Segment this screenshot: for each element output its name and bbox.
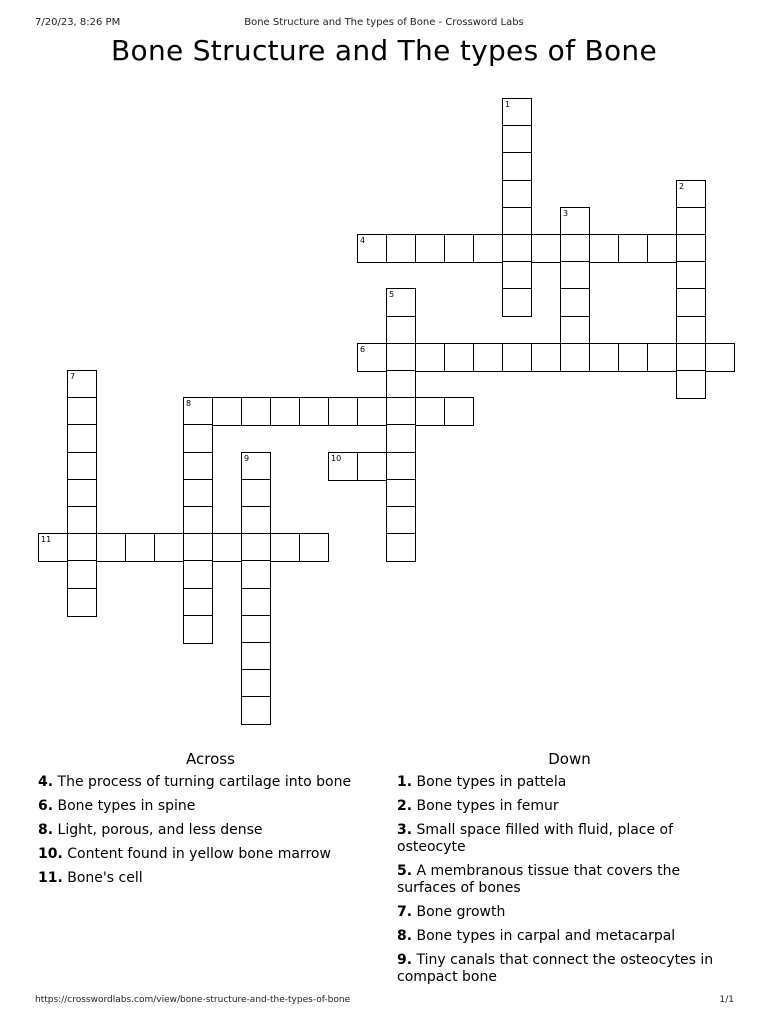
grid-cell[interactable] — [183, 560, 213, 589]
clue-text: Bone types in spine — [57, 798, 196, 814]
grid-cell[interactable] — [183, 533, 213, 562]
clue-number: 5. — [397, 863, 413, 879]
print-page-title: Bone Structure and The types of Bone - Crossword Labs — [244, 17, 524, 28]
grid-cell[interactable] — [560, 234, 590, 263]
grid-cell[interactable] — [502, 180, 532, 209]
clue-number-label: 6 — [360, 344, 366, 354]
grid-cell[interactable] — [560, 343, 590, 372]
grid-cell[interactable] — [67, 479, 97, 508]
grid-cell[interactable] — [270, 533, 300, 562]
grid-cell[interactable] — [357, 452, 387, 481]
grid-cell[interactable] — [328, 452, 358, 481]
grid-cell[interactable] — [618, 234, 648, 263]
clue-number-label: 4 — [360, 236, 366, 245]
grid-cell[interactable] — [299, 397, 329, 426]
clue-number: 9. — [397, 952, 413, 968]
grid-cell[interactable] — [183, 397, 213, 426]
grid-cell[interactable] — [386, 397, 416, 426]
grid-cell[interactable] — [183, 588, 213, 617]
grid-cell[interactable] — [560, 261, 590, 290]
clue-text: Bone types in pattela — [416, 774, 567, 790]
grid-cell[interactable] — [618, 343, 648, 372]
down-clue — [397, 774, 742, 791]
grid-cell[interactable] — [560, 288, 590, 317]
grid-cell[interactable] — [183, 479, 213, 508]
clue-number-label: 11 — [41, 535, 52, 545]
grid-cell[interactable] — [473, 234, 503, 263]
grid-cell[interactable] — [241, 452, 271, 481]
grid-cell[interactable] — [502, 234, 532, 263]
grid-cell[interactable] — [647, 234, 677, 263]
grid-cell[interactable] — [241, 506, 271, 535]
grid-cell[interactable] — [473, 343, 503, 372]
grid-cell[interactable] — [212, 533, 242, 562]
down-clue — [397, 798, 742, 815]
grid-cell[interactable] — [676, 234, 706, 263]
grid-cell[interactable] — [676, 316, 706, 345]
clue-number-label: 9 — [244, 453, 250, 463]
grid-cell[interactable] — [386, 370, 416, 399]
print-page-number: 1/1 — [719, 995, 734, 1005]
clue-text: Bone types in carpal and metacarpal — [416, 928, 676, 944]
grid-cell[interactable] — [241, 696, 271, 725]
grid-cell[interactable] — [241, 397, 271, 426]
grid-cell[interactable] — [96, 533, 126, 562]
grid-cell[interactable] — [357, 234, 387, 263]
grid-cell[interactable] — [647, 343, 677, 372]
grid-cell[interactable] — [444, 234, 474, 263]
grid-cell[interactable] — [676, 288, 706, 317]
down-clue — [397, 904, 742, 921]
grid-cell[interactable] — [67, 533, 97, 562]
grid-cell[interactable] — [386, 424, 416, 453]
grid-cell[interactable] — [502, 207, 532, 236]
clue-text: A membranous tissue that covers the surfaces of bones — [397, 863, 681, 896]
grid-cell[interactable] — [357, 343, 387, 372]
grid-cell[interactable] — [357, 397, 387, 426]
down-clue — [397, 863, 742, 897]
down-clues — [397, 750, 742, 993]
grid-cell[interactable] — [415, 234, 445, 263]
grid-cell[interactable] — [67, 588, 97, 617]
clue-number: 7. — [397, 904, 413, 920]
across-heading: Across — [186, 750, 235, 768]
grid-cell[interactable] — [386, 316, 416, 345]
across-clues — [38, 750, 383, 894]
puzzle-title: Bone Structure and The types of Bone — [111, 34, 657, 67]
clue-number: 4. — [38, 774, 54, 790]
clue-number-label: 10 — [331, 453, 342, 463]
clue-number: 1. — [397, 774, 413, 790]
clue-number: 3. — [397, 822, 413, 838]
grid-cell[interactable] — [183, 452, 213, 481]
down-heading: Down — [548, 750, 591, 768]
grid-cell[interactable] — [241, 615, 271, 644]
grid-cell[interactable] — [125, 533, 155, 562]
grid-cell[interactable] — [67, 397, 97, 426]
grid-cell[interactable] — [676, 343, 706, 372]
grid-cell[interactable] — [328, 397, 358, 426]
clue-text: Tiny canals that connect the osteocytes in compact bone — [397, 952, 714, 985]
across-clue — [38, 822, 383, 839]
down-clue — [397, 952, 742, 986]
grid-cell[interactable] — [531, 234, 561, 263]
grid-cell[interactable] — [676, 261, 706, 290]
grid-cell[interactable] — [299, 533, 329, 562]
clue-number: 11. — [38, 870, 63, 886]
grid-cell[interactable] — [415, 343, 445, 372]
clue-text: Bone types in femur — [416, 798, 559, 814]
grid-cell[interactable] — [241, 560, 271, 589]
clue-text: Small space filled with fluid, place of osteocyte — [397, 822, 674, 855]
grid-cell[interactable] — [560, 316, 590, 345]
print-url: https://crosswordlabs.com/view/bone-structure-and-the-types-of-bone — [35, 995, 351, 1005]
clue-number: 10. — [38, 846, 63, 862]
down-clue — [397, 822, 742, 856]
grid-cell[interactable] — [241, 533, 271, 562]
grid-cell[interactable] — [386, 479, 416, 508]
grid-cell[interactable] — [183, 506, 213, 535]
grid-cell[interactable] — [67, 370, 97, 399]
clue-number: 8. — [38, 822, 54, 838]
print-datetime: 7/20/23, 8:26 PM — [35, 17, 121, 28]
across-clue — [38, 846, 383, 863]
grid-cell[interactable] — [386, 288, 416, 317]
clue-number-label: 2 — [679, 181, 685, 191]
grid-cell[interactable] — [67, 506, 97, 535]
grid-cell[interactable] — [270, 397, 300, 426]
grid-cell[interactable] — [589, 343, 619, 372]
grid-cell[interactable] — [386, 452, 416, 481]
grid-cell[interactable] — [241, 479, 271, 508]
grid-cell[interactable] — [67, 560, 97, 589]
across-clue — [38, 798, 383, 815]
grid-cell[interactable] — [386, 343, 416, 372]
grid-cell[interactable] — [241, 588, 271, 617]
grid-cell[interactable] — [502, 125, 532, 154]
clue-number-label: 3 — [563, 208, 569, 218]
grid-cell[interactable] — [386, 506, 416, 535]
grid-cell[interactable] — [67, 452, 97, 481]
grid-cell[interactable] — [531, 343, 561, 372]
grid-cell[interactable] — [676, 180, 706, 209]
grid-cell[interactable] — [183, 424, 213, 453]
grid-cell[interactable] — [386, 234, 416, 263]
clue-number: 2. — [397, 798, 413, 814]
grid-cell[interactable] — [444, 343, 474, 372]
clue-text: Light, porous, and less dense — [57, 822, 263, 838]
grid-cell[interactable] — [676, 370, 706, 399]
grid-cell[interactable] — [67, 424, 97, 453]
clue-text: Content found in yellow bone marrow — [67, 846, 331, 862]
grid-cell[interactable] — [154, 533, 184, 562]
grid-cell[interactable] — [183, 615, 213, 644]
clue-number-label: 1 — [505, 100, 511, 109]
clue-number: 6. — [38, 798, 54, 814]
grid-cell[interactable] — [212, 397, 242, 426]
grid-cell[interactable] — [386, 533, 416, 562]
grid-cell[interactable] — [415, 397, 445, 426]
grid-cell[interactable] — [560, 207, 590, 236]
down-clue — [397, 928, 742, 945]
grid-cell[interactable] — [502, 152, 532, 181]
grid-cell[interactable] — [502, 261, 532, 290]
clue-text: Bone's cell — [67, 870, 143, 886]
clue-text: The process of turning cartilage into bone — [57, 774, 352, 790]
grid-cell[interactable] — [241, 669, 271, 698]
clue-text: Bone growth — [416, 904, 506, 920]
grid-cell[interactable] — [676, 207, 706, 236]
clue-number: 8. — [397, 928, 413, 944]
grid-cell[interactable] — [589, 234, 619, 263]
grid-cell[interactable] — [444, 397, 474, 426]
grid-cell[interactable] — [38, 533, 68, 562]
across-clue — [38, 774, 383, 791]
grid-cell[interactable] — [241, 642, 271, 671]
across-clue — [38, 870, 383, 887]
grid-cell[interactable] — [705, 343, 735, 372]
grid-cell[interactable] — [502, 343, 532, 372]
grid-cell[interactable] — [502, 98, 532, 127]
clue-number-label: 7 — [70, 372, 76, 381]
clue-number-label: 8 — [186, 399, 192, 409]
clue-number-label: 5 — [389, 290, 395, 300]
grid-cell[interactable] — [502, 288, 532, 317]
